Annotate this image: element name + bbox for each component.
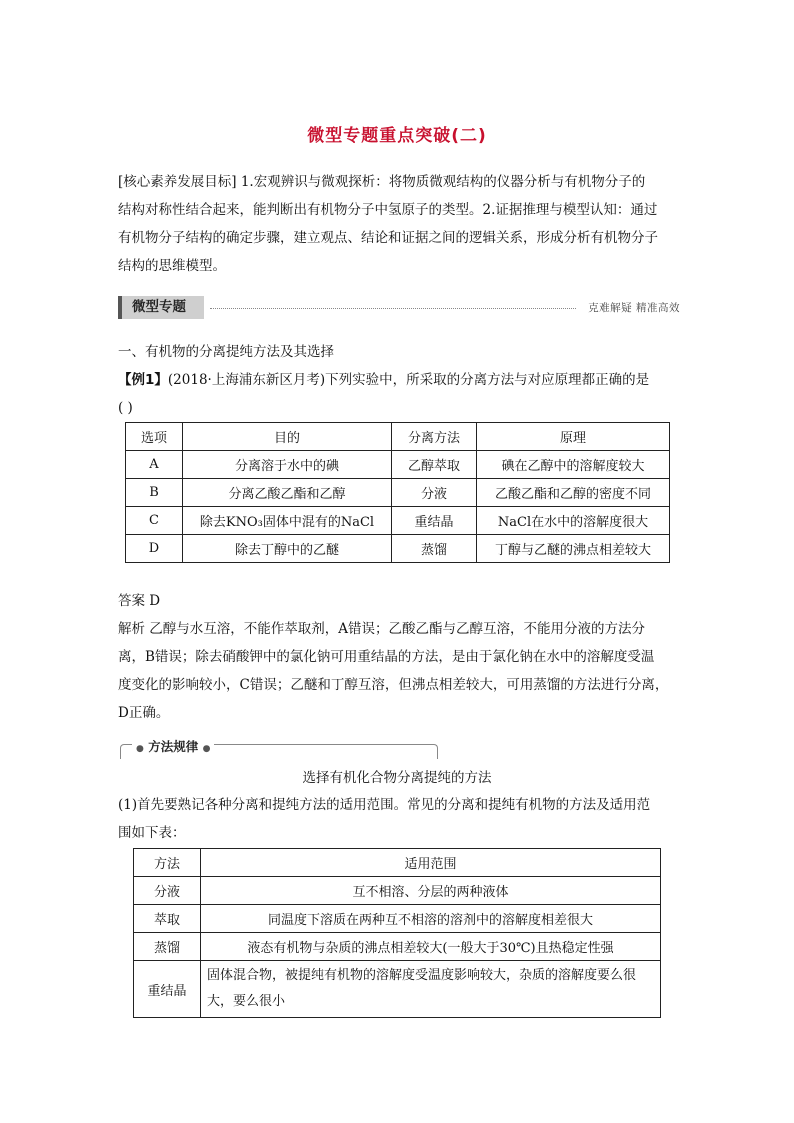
example-text: (2018·上海浦东新区月考)下列实验中，所采取的分离方法与对应原理都正确的是 (167, 372, 650, 388)
example-question (118, 366, 680, 422)
table-cell: D (126, 535, 183, 563)
table-row (126, 451, 670, 479)
table-cell: 重结晶 (134, 961, 201, 1018)
table-cell: 除去KNO₃固体中混有的NaCl (183, 507, 392, 535)
analysis-line: D正确。 (118, 705, 170, 721)
table-cell: B (126, 479, 183, 507)
table-cell: C (126, 507, 183, 535)
table-header-row (134, 849, 661, 877)
table-cell: 同温度下溶质在两种互不相溶的溶剂中的溶解度相差很大 (201, 905, 661, 933)
dot-icon: ● (136, 744, 144, 754)
example-tag: 【例1】 (118, 372, 168, 388)
method-label: 方法规律 (148, 739, 199, 754)
answer-line: 答案 D (118, 593, 161, 609)
table-cell: 分离乙酸乙酯和乙醇 (183, 479, 392, 507)
intro-line: 有机物分子结构的确定步骤，建立观点、结论和证据之间的逻辑关系，形成分析有机物分子 (118, 230, 658, 246)
table-header-cell: 选项 (126, 423, 183, 451)
table-header-cell: 目的 (183, 423, 392, 451)
method-line: (1)首先要熟记各种分离和提纯方法的适用范围。常见的分离和提纯有机物的方法及适用范 (118, 797, 651, 813)
table-row (126, 535, 670, 563)
intro-line: [核心素养发展目标] 1.宏观辨识与微观探析：将物质微观结构的仪器分析与有机物分子的 (118, 174, 646, 190)
section-heading: 一、有机物的分离提纯方法及其选择 (118, 344, 334, 360)
table-cell: 蒸馏 (134, 933, 201, 961)
example-options-table (125, 422, 670, 563)
table-row (134, 877, 661, 905)
table-header-cell: 适用范围 (201, 849, 661, 877)
analysis-line: 解析 乙醇与水互溶，不能作萃取剂，A错误；乙酸乙酯与乙醇互溶，不能用分液的方法分 (118, 621, 646, 637)
topic-banner (118, 296, 680, 320)
table-cell: A (126, 451, 183, 479)
method-paragraph (118, 791, 680, 847)
method-label-wrap (132, 737, 214, 755)
method-line: 围如下表： (118, 825, 186, 841)
analysis-line: 度变化的影响较小，C错误；乙醚和丁醇互溶，但沸点相差较大，可用蒸馏的方法进行分离， (118, 677, 669, 693)
table-row (134, 905, 661, 933)
intro-line: 结构的思维模型。 (118, 258, 226, 274)
table-header-cell: 方法 (134, 849, 201, 877)
table-cell: 分液 (134, 877, 201, 905)
page-title: 微型专题重点突破(二) (307, 126, 487, 146)
table-row (134, 933, 661, 961)
table-cell: 分液 (392, 479, 477, 507)
dotted-divider (210, 308, 576, 309)
analysis-paragraph (118, 615, 680, 727)
table-cell: 除去丁醇中的乙醚 (183, 535, 392, 563)
table-cell: 碘在乙醇中的溶解度较大 (477, 451, 670, 479)
method-title: 选择有机化合物分离提纯的方法 (302, 770, 492, 786)
table-row (134, 961, 661, 1018)
table-cell: 乙酸乙酯和乙醇的密度不同 (477, 479, 670, 507)
topic-label: 微型专题 (118, 296, 204, 319)
table-cell: 萃取 (134, 905, 201, 933)
table-cell: 重结晶 (392, 507, 477, 535)
analysis-line: 离，B错误；除去硝酸钾中的氯化钠可用重结晶的方法，是由于氯化钠在水中的溶解度受温 (118, 649, 655, 665)
table-row (126, 479, 670, 507)
methods-table (133, 848, 661, 1018)
table-cell: 液态有机物与杂质的沸点相差较大(一般大于30℃)且热稳定性强 (201, 933, 661, 961)
method-rule-box (120, 737, 438, 759)
table-header-cell: 分离方法 (392, 423, 477, 451)
table-cell: 分离溶于水中的碘 (183, 451, 392, 479)
table-cell: 固体混合物，被提纯有机物的溶解度受温度影响较大，杂质的溶解度要么很大，要么很小 (201, 961, 661, 1018)
table-cell: 乙醇萃取 (392, 451, 477, 479)
table-cell: 丁醇与乙醚的沸点相差较大 (477, 535, 670, 563)
answer-paren: ( ) (118, 400, 133, 416)
table-header-row (126, 423, 670, 451)
table-header-cell: 原理 (477, 423, 670, 451)
table-cell: 蒸馏 (392, 535, 477, 563)
intro-line: 结构对称性结合起来，能判断出有机物分子中氢原子的类型。2.证据推理与模型认知：通过 (118, 202, 658, 218)
dot-icon: ● (202, 744, 211, 754)
table-cell: 互不相溶、分层的两种液体 (201, 877, 661, 905)
table-row (126, 507, 670, 535)
core-goals-paragraph (118, 168, 680, 280)
table-cell: NaCl在水中的溶解度很大 (477, 507, 670, 535)
topic-slogan: 克难解疑 精准高效 (588, 302, 680, 314)
